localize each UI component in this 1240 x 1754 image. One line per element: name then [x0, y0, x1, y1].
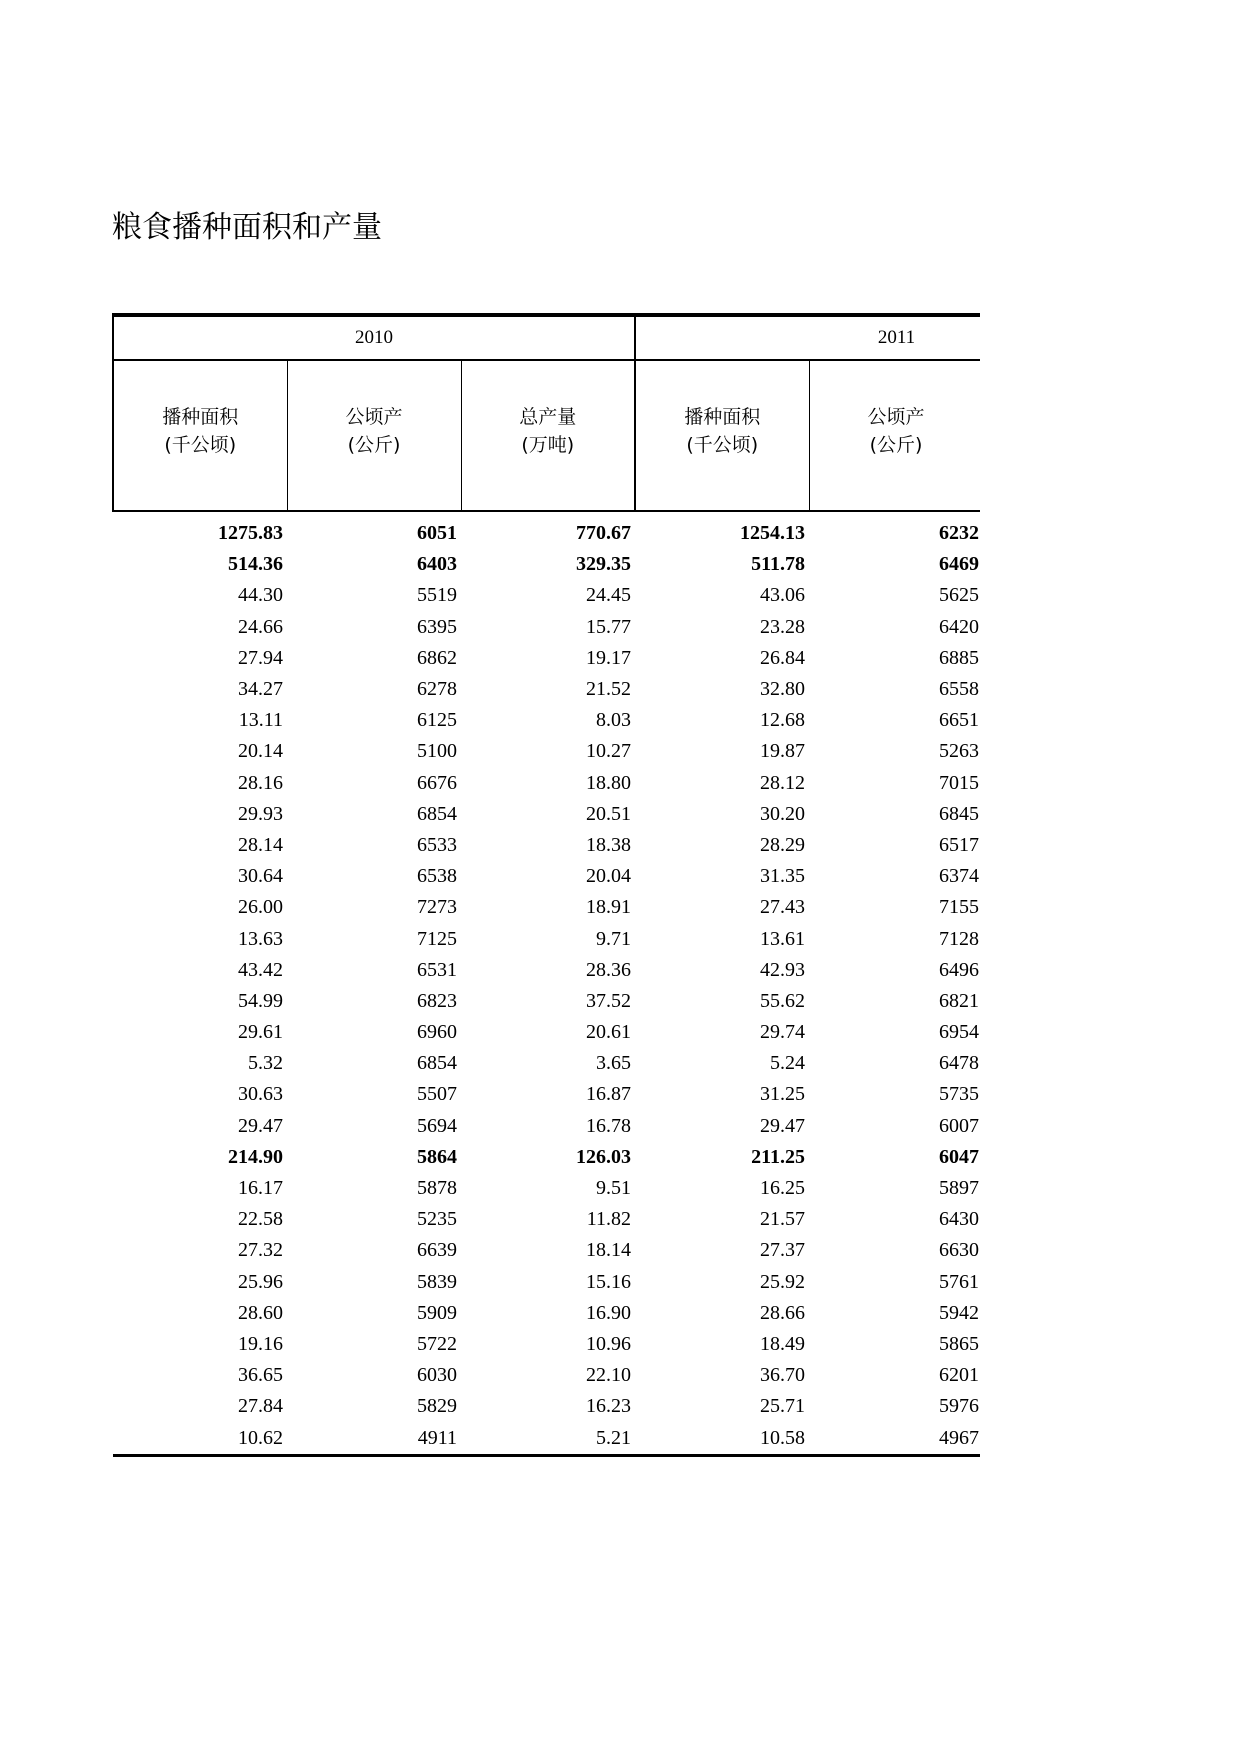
- cell-sown-area: 28.29: [760, 833, 806, 856]
- table-row: [113, 1267, 980, 1298]
- cell-sown-area: 511.78: [751, 553, 806, 576]
- cell-sown-area: 5.32: [248, 1052, 283, 1075]
- cell-yield: 6531: [417, 958, 457, 981]
- cell-yield: 5694: [417, 1114, 457, 1137]
- cell-yield: 5263: [939, 740, 980, 763]
- year-header-2011: 2011: [635, 315, 980, 360]
- table-row: [113, 736, 980, 767]
- cell-sown-area: 27.43: [760, 896, 806, 919]
- column-header-row: [113, 360, 980, 511]
- cell-yield: 6517: [939, 833, 980, 856]
- cell-output: 10.96: [586, 1332, 632, 1355]
- cell-yield: 5100: [417, 740, 457, 763]
- cell-yield: 6496: [939, 958, 980, 981]
- cell-sown-area: 34.27: [238, 678, 283, 701]
- cell-yield: 6558: [939, 678, 980, 701]
- cell-yield: 7273: [417, 896, 457, 919]
- cell-sown-area: 54.99: [238, 989, 283, 1012]
- cell-output: 126.03: [576, 1145, 632, 1168]
- cell-yield: 6374: [939, 865, 980, 888]
- cell-sown-area: 16.25: [760, 1177, 806, 1200]
- table-row: [113, 923, 980, 954]
- table-body: [113, 511, 980, 1455]
- cell-sown-area: 27.94: [238, 646, 283, 669]
- table-row: [113, 861, 980, 892]
- cell-yield: 7015: [939, 771, 980, 794]
- cell-yield: 5735: [939, 1083, 980, 1106]
- cell-output: 8.03: [596, 709, 632, 732]
- cell-sown-area: 214.90: [228, 1145, 283, 1168]
- cell-output: 18.38: [586, 833, 632, 856]
- cell-yield: 6854: [417, 1052, 457, 1075]
- cell-yield: 6469: [939, 553, 980, 576]
- cell-sown-area: 25.71: [760, 1395, 806, 1418]
- cell-sown-area: 44.30: [238, 584, 283, 607]
- table-row: [113, 674, 980, 705]
- table-row: [113, 1422, 980, 1455]
- col-header-yield: [809, 360, 980, 511]
- table-row: [113, 1360, 980, 1391]
- cell-sown-area: 28.14: [238, 833, 283, 856]
- cell-yield: 5878: [417, 1177, 457, 1200]
- cell-yield: 7128: [939, 927, 980, 950]
- cell-yield: 5942: [939, 1301, 980, 1324]
- cell-yield: 6538: [417, 865, 457, 888]
- cell-sown-area: 43.42: [238, 958, 283, 981]
- cell-yield: 6845: [939, 802, 980, 825]
- cell-sown-area: 30.20: [760, 802, 806, 825]
- cell-yield: 6954: [939, 1021, 980, 1044]
- cell-yield: 5897: [939, 1177, 980, 1200]
- cell-yield: 5864: [417, 1145, 457, 1168]
- cell-yield: 6478: [939, 1052, 980, 1075]
- col-header-label: 播种面积: [684, 405, 761, 428]
- cell-sown-area: 31.25: [760, 1083, 806, 1106]
- cell-yield: 6854: [417, 802, 457, 825]
- cell-yield: 6420: [939, 615, 980, 638]
- cell-output: 28.36: [586, 958, 632, 981]
- cell-output: 5.21: [461, 1422, 635, 1455]
- table-row: [113, 1079, 980, 1110]
- col-header-unit: (公斤): [347, 433, 401, 456]
- cell-sown-area: 30.64: [238, 865, 283, 888]
- cell-output: 18.80: [586, 771, 632, 794]
- cell-output: 16.87: [586, 1083, 632, 1106]
- table-row: [113, 799, 980, 830]
- col-header-output: [461, 360, 635, 511]
- cell-sown-area: 43.06: [760, 584, 806, 607]
- cell-output: 11.82: [586, 1208, 632, 1231]
- cell-yield: 5761: [939, 1270, 980, 1293]
- cell-yield: 6630: [939, 1239, 980, 1262]
- table-row: [113, 612, 980, 643]
- cell-yield: 6651: [939, 709, 980, 732]
- cell-sown-area: 30.63: [238, 1083, 283, 1106]
- cell-yield: 6047: [939, 1145, 980, 1168]
- table-row: [113, 511, 980, 549]
- cell-yield: 5829: [417, 1395, 457, 1418]
- cell-output: 19.17: [586, 646, 632, 669]
- cell-yield: 4967: [809, 1422, 980, 1455]
- col-header-label: 总产量: [519, 405, 577, 428]
- cell-sown-area: 29.93: [238, 802, 283, 825]
- cell-yield: 6395: [417, 615, 457, 638]
- table-row: [113, 1048, 980, 1079]
- cell-sown-area: 10.62: [113, 1422, 287, 1455]
- cell-sown-area: 16.17: [238, 1177, 283, 1200]
- grain-table-container: [112, 313, 980, 1457]
- table-row: [113, 1173, 980, 1204]
- cell-output: 9.51: [596, 1177, 632, 1200]
- col-header-label: 公顷产: [345, 405, 403, 428]
- cell-yield: 5722: [417, 1332, 457, 1355]
- year-header-2010: 2010: [113, 315, 635, 360]
- cell-output: 329.35: [576, 553, 632, 576]
- cell-sown-area: 28.12: [760, 771, 806, 794]
- cell-yield: 6533: [417, 833, 457, 856]
- cell-sown-area: 25.96: [238, 1270, 283, 1293]
- cell-sown-area: 21.57: [760, 1208, 806, 1231]
- cell-output: 15.77: [586, 615, 632, 638]
- cell-sown-area: 31.35: [760, 865, 806, 888]
- cell-yield: 5865: [939, 1332, 980, 1355]
- cell-output: 37.52: [586, 989, 632, 1012]
- cell-sown-area: 29.47: [238, 1114, 283, 1137]
- cell-output: 770.67: [576, 522, 632, 545]
- cell-sown-area: 26.00: [238, 896, 283, 919]
- table-row: [113, 643, 980, 674]
- cell-yield: 6862: [417, 646, 457, 669]
- cell-yield: 6201: [939, 1364, 980, 1387]
- cell-output: 16.23: [586, 1395, 632, 1418]
- cell-sown-area: 22.58: [238, 1208, 283, 1231]
- cell-sown-area: 42.93: [760, 958, 806, 981]
- table-row: [113, 580, 980, 611]
- cell-yield: 6430: [939, 1208, 980, 1231]
- cell-yield: 6403: [417, 553, 457, 576]
- table-row: [113, 892, 980, 923]
- cell-sown-area: 20.14: [238, 740, 283, 763]
- cell-yield: 6885: [939, 646, 980, 669]
- cell-sown-area: 25.92: [760, 1270, 806, 1293]
- cell-sown-area: 28.60: [238, 1301, 283, 1324]
- cell-sown-area: 514.36: [228, 553, 283, 576]
- cell-sown-area: 13.11: [238, 709, 283, 732]
- cell-sown-area: 24.66: [238, 615, 283, 638]
- cell-yield: 6232: [939, 522, 980, 545]
- cell-yield: 6051: [417, 522, 457, 545]
- cell-sown-area: 27.32: [238, 1239, 283, 1262]
- cell-output: 21.52: [586, 678, 632, 701]
- col-header-label: 公顷产: [867, 405, 925, 428]
- cell-yield: 6960: [417, 1021, 457, 1044]
- cell-sown-area: 211.25: [751, 1145, 806, 1168]
- cell-yield: 6823: [417, 989, 457, 1012]
- grain-area-output-table: [112, 313, 980, 1457]
- cell-yield: 5625: [939, 584, 980, 607]
- cell-sown-area: 27.37: [760, 1239, 806, 1262]
- col-header-unit: (公斤): [869, 433, 923, 456]
- cell-output: 20.51: [586, 802, 632, 825]
- cell-sown-area: 32.80: [760, 678, 806, 701]
- cell-yield: 5507: [417, 1083, 457, 1106]
- cell-sown-area: 10.58: [635, 1422, 809, 1455]
- cell-yield: 6030: [417, 1364, 457, 1387]
- cell-yield: 5519: [417, 584, 457, 607]
- cell-sown-area: 29.47: [760, 1114, 806, 1137]
- cell-sown-area: 23.28: [760, 615, 806, 638]
- cell-output: 20.61: [586, 1021, 632, 1044]
- cell-yield: 4911: [287, 1422, 461, 1455]
- cell-sown-area: 1254.13: [740, 522, 806, 545]
- col-header-unit: (千公顷): [164, 433, 237, 456]
- cell-yield: 5839: [417, 1270, 457, 1293]
- cell-sown-area: 27.84: [238, 1395, 283, 1418]
- cell-output: 16.78: [586, 1114, 632, 1137]
- cell-yield: 6639: [417, 1239, 457, 1262]
- table-row: [113, 1235, 980, 1266]
- cell-output: 15.16: [586, 1270, 632, 1293]
- cell-sown-area: 13.63: [238, 927, 283, 950]
- cell-output: 9.71: [596, 927, 632, 950]
- table-row: [113, 1204, 980, 1235]
- table-row: [113, 705, 980, 736]
- cell-yield: 6007: [939, 1114, 980, 1137]
- cell-yield: 5976: [939, 1395, 980, 1418]
- cell-sown-area: 29.74: [760, 1021, 806, 1044]
- cell-sown-area: 5.24: [770, 1052, 806, 1075]
- cell-output: 10.27: [586, 740, 632, 763]
- col-header-unit: (万吨): [521, 433, 575, 456]
- col-header-sown-area: [635, 360, 809, 511]
- cell-output: 22.10: [586, 1364, 632, 1387]
- cell-sown-area: 1275.83: [218, 522, 283, 545]
- table-row: [113, 1391, 980, 1422]
- cell-sown-area: 29.61: [238, 1021, 283, 1044]
- col-header-label: 播种面积: [162, 405, 239, 428]
- cell-sown-area: 12.68: [760, 709, 806, 732]
- table-row: [113, 955, 980, 986]
- cell-sown-area: 19.87: [760, 740, 806, 763]
- table-row: [113, 986, 980, 1017]
- table-row: [113, 1298, 980, 1329]
- cell-yield: 5909: [417, 1301, 457, 1324]
- cell-sown-area: 36.65: [238, 1364, 283, 1387]
- table-row: [113, 1017, 980, 1048]
- table-row: [113, 768, 980, 799]
- cell-sown-area: 13.61: [760, 927, 806, 950]
- table-row: [113, 1329, 980, 1360]
- col-header-unit: (千公顷): [686, 433, 759, 456]
- cell-sown-area: 28.66: [760, 1301, 806, 1324]
- cell-output: 20.04: [586, 865, 632, 888]
- col-header-yield: [287, 360, 461, 511]
- table-row: [113, 1142, 980, 1173]
- cell-yield: 6278: [417, 678, 457, 701]
- cell-output: 3.65: [596, 1052, 632, 1075]
- cell-output: 18.91: [586, 896, 632, 919]
- cell-yield: 6125: [417, 709, 457, 732]
- cell-yield: 7125: [417, 927, 457, 950]
- cell-sown-area: 19.16: [238, 1332, 283, 1355]
- table-row: [113, 830, 980, 861]
- cell-yield: 6676: [417, 771, 457, 794]
- cell-yield: 6821: [939, 989, 980, 1012]
- table-row: [113, 1111, 980, 1142]
- cell-output: 24.45: [586, 584, 632, 607]
- cell-output: 18.14: [586, 1239, 632, 1262]
- cell-sown-area: 36.70: [760, 1364, 806, 1387]
- table-row: [113, 549, 980, 580]
- page-title: 粮食播种面积和产量: [112, 210, 382, 245]
- cell-yield: 7155: [939, 896, 980, 919]
- cell-sown-area: 26.84: [760, 646, 806, 669]
- col-header-sown-area: [113, 360, 287, 511]
- cell-yield: 5235: [417, 1208, 457, 1231]
- cell-sown-area: 28.16: [238, 771, 283, 794]
- cell-sown-area: 55.62: [760, 989, 806, 1012]
- cell-sown-area: 18.49: [760, 1332, 806, 1355]
- year-header-row: [113, 315, 980, 360]
- cell-output: 16.90: [586, 1301, 632, 1324]
